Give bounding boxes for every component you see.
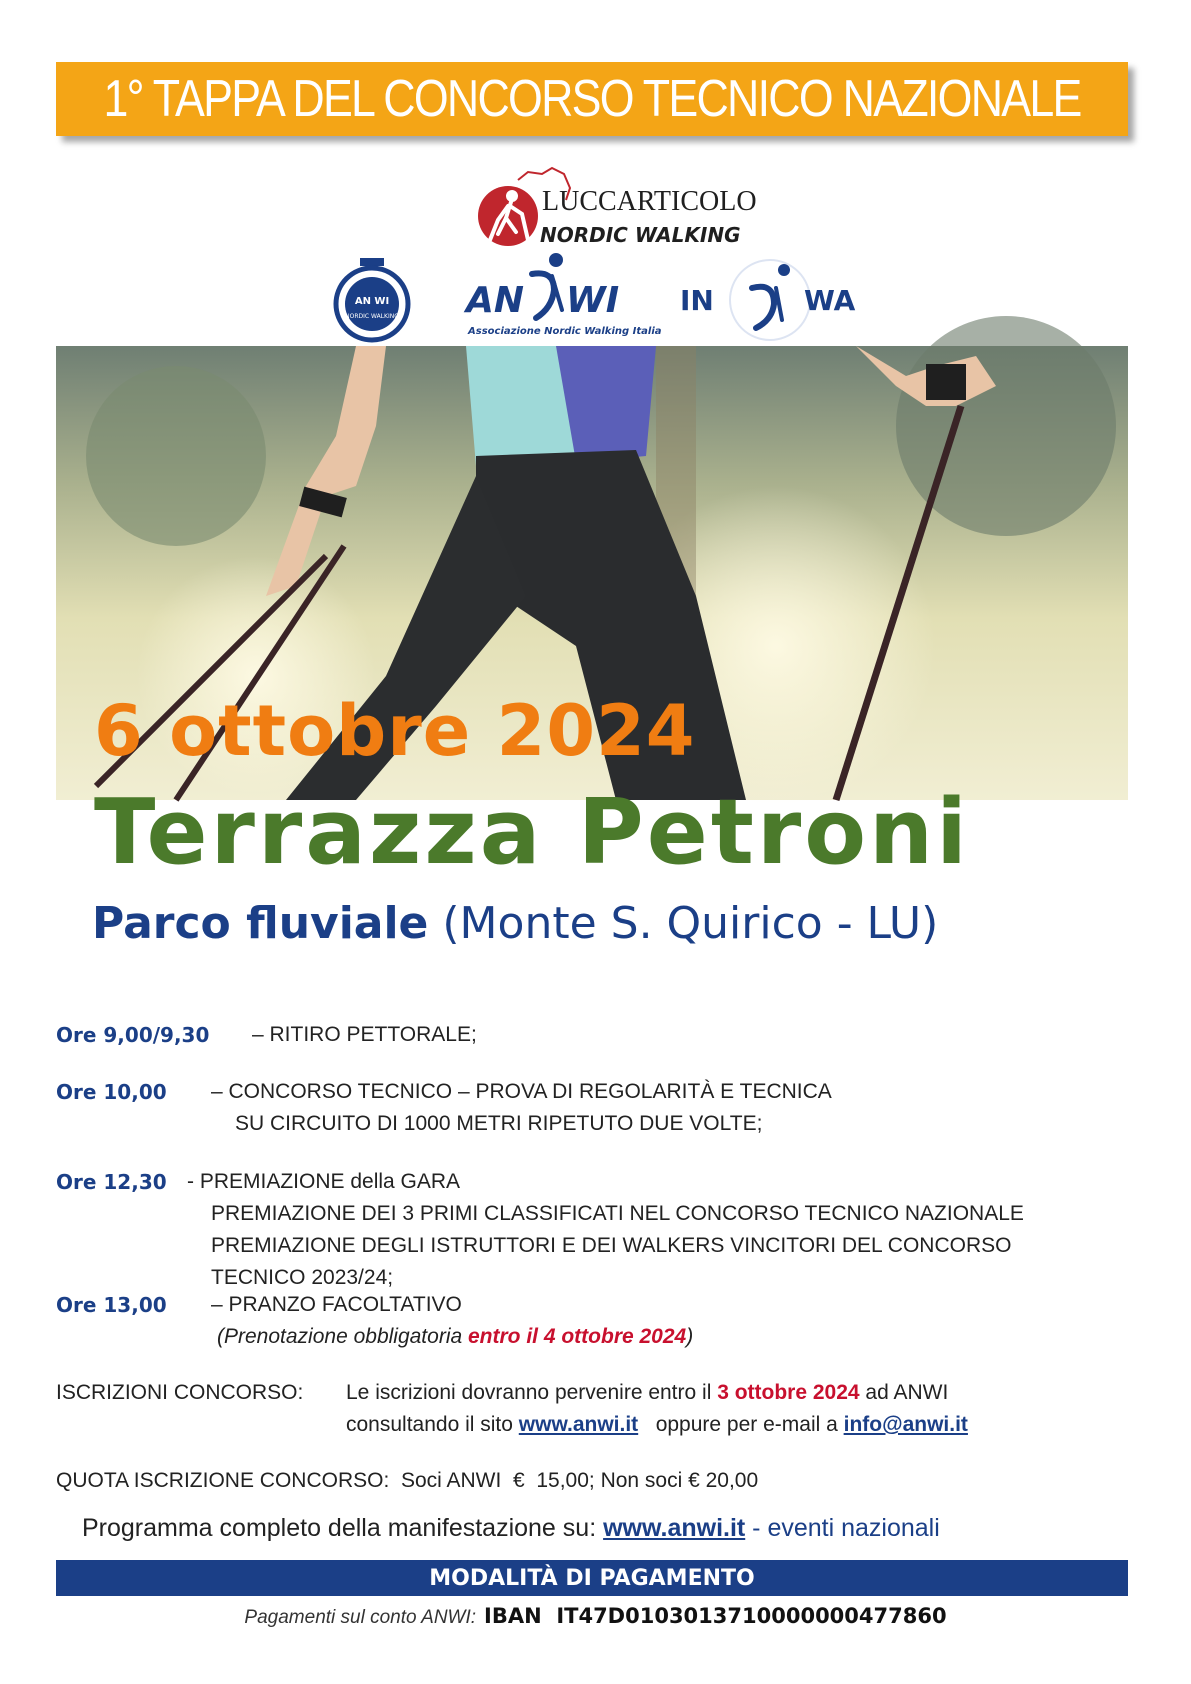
- payment-label: Pagamenti sul conto ANWI:: [244, 1607, 477, 1628]
- seal-text: NORDIC WALKING: [345, 313, 399, 320]
- anwi-logo: [462, 250, 662, 342]
- place-location: (Monte S. Quirico - LU): [428, 898, 939, 949]
- inwa-logo: [678, 254, 864, 344]
- banner-title: 1° TAPPA DEL CONCORSO TECNICO NAZIONALE: [103, 70, 1081, 128]
- event-place: [92, 898, 938, 949]
- schedule-text: – CONCORSO TECNICO – PROVA DI REGOLARITÀ E TECNICA: [211, 1080, 832, 1103]
- lunch-deadline: entro il 4 ottobre 2024: [468, 1325, 687, 1348]
- quota-text: QUOTA ISCRIZIONE CONCORSO: Soci ANWI € 15,00; Non soci € 20,00: [56, 1469, 759, 1492]
- programma-text: Programma completo della manifestazione su:: [82, 1514, 604, 1542]
- anwi-site-link[interactable]: www.anwi.it: [518, 1413, 639, 1436]
- place-park: Parco fluviale: [92, 898, 429, 949]
- title-banner: [56, 62, 1128, 136]
- schedule-text: - PREMIAZIONE della GARA: [187, 1170, 461, 1193]
- event-venue: Terrazza Petroni: [94, 780, 970, 885]
- anwi-right: WI: [566, 280, 620, 321]
- schedule-text: – PRANZO FACOLTATIVO: [211, 1293, 462, 1316]
- iban-value: IBAN IT47D0103013710000000477860: [484, 1604, 947, 1628]
- payment-bar: [56, 1560, 1128, 1596]
- schedule-text: PREMIAZIONE DEI 3 PRIMI CLASSIFICATI NEL CONCORSO TECNICO NAZIONALE: [211, 1202, 1024, 1225]
- lucca-name: LUCCARTICOLO: [542, 186, 757, 217]
- inwa-left: IN: [680, 284, 714, 317]
- programma-site-link[interactable]: www.anwi.it: [603, 1514, 746, 1542]
- schedule-text: SU CIRCUITO DI 1000 METRI RIPETUTO DUE VOLTE;: [235, 1112, 763, 1135]
- svg-text:AN WI: AN WI: [354, 296, 390, 307]
- iscrizioni-text1: Le iscrizioni dovranno pervenire entro il: [346, 1381, 718, 1404]
- programma-line: [82, 1514, 940, 1543]
- iscrizioni-text2: ad ANWI: [859, 1381, 949, 1404]
- lunch-note-suffix: ): [686, 1325, 694, 1348]
- schedule-time: Ore 13,00: [56, 1293, 167, 1317]
- anwi-sub: Associazione Nordic Walking Italia: [468, 326, 662, 337]
- iscrizioni-line1: [346, 1381, 948, 1405]
- iban-line: [0, 1604, 1191, 1629]
- anwi-left: AN: [466, 280, 524, 321]
- schedule-text: TECNICO 2023/24;: [211, 1266, 394, 1289]
- schedule-text: – RITIRO PETTORALE;: [252, 1023, 477, 1046]
- concorso-seal-logo: [330, 258, 414, 342]
- programma-suffix: - eventi nazionali: [745, 1514, 940, 1542]
- event-date: 6 ottobre 2024: [94, 690, 696, 772]
- luccarticolo-logo: [470, 160, 757, 260]
- iscrizioni-text3: consultando il sito: [346, 1413, 519, 1436]
- iscrizioni-label: ISCRIZIONI CONCORSO:: [56, 1381, 304, 1404]
- lunch-note-prefix: (Prenotazione obbligatoria: [217, 1325, 468, 1348]
- iscrizioni-deadline: 3 ottobre 2024: [717, 1381, 860, 1404]
- lunch-note: [217, 1325, 693, 1349]
- iscrizioni-text4: oppure per e-mail a: [638, 1413, 844, 1436]
- lucca-sub: NORDIC WALKING: [540, 223, 741, 247]
- payment-title: MODALITÀ DI PAGAMENTO: [429, 1565, 755, 1591]
- schedule-time: Ore 9,00/9,30: [56, 1023, 210, 1047]
- iscrizioni-line2: [346, 1413, 968, 1437]
- schedule-text: PREMIAZIONE DEGLI ISTRUTTORI E DEI WALKERS VINCITORI DEL CONCORSO: [211, 1234, 1012, 1257]
- schedule-time: Ore 10,00: [56, 1080, 167, 1104]
- schedule-time: Ore 12,30: [56, 1170, 167, 1194]
- inwa-right: WA: [804, 284, 856, 317]
- email-link[interactable]: info@anwi.it: [843, 1413, 968, 1436]
